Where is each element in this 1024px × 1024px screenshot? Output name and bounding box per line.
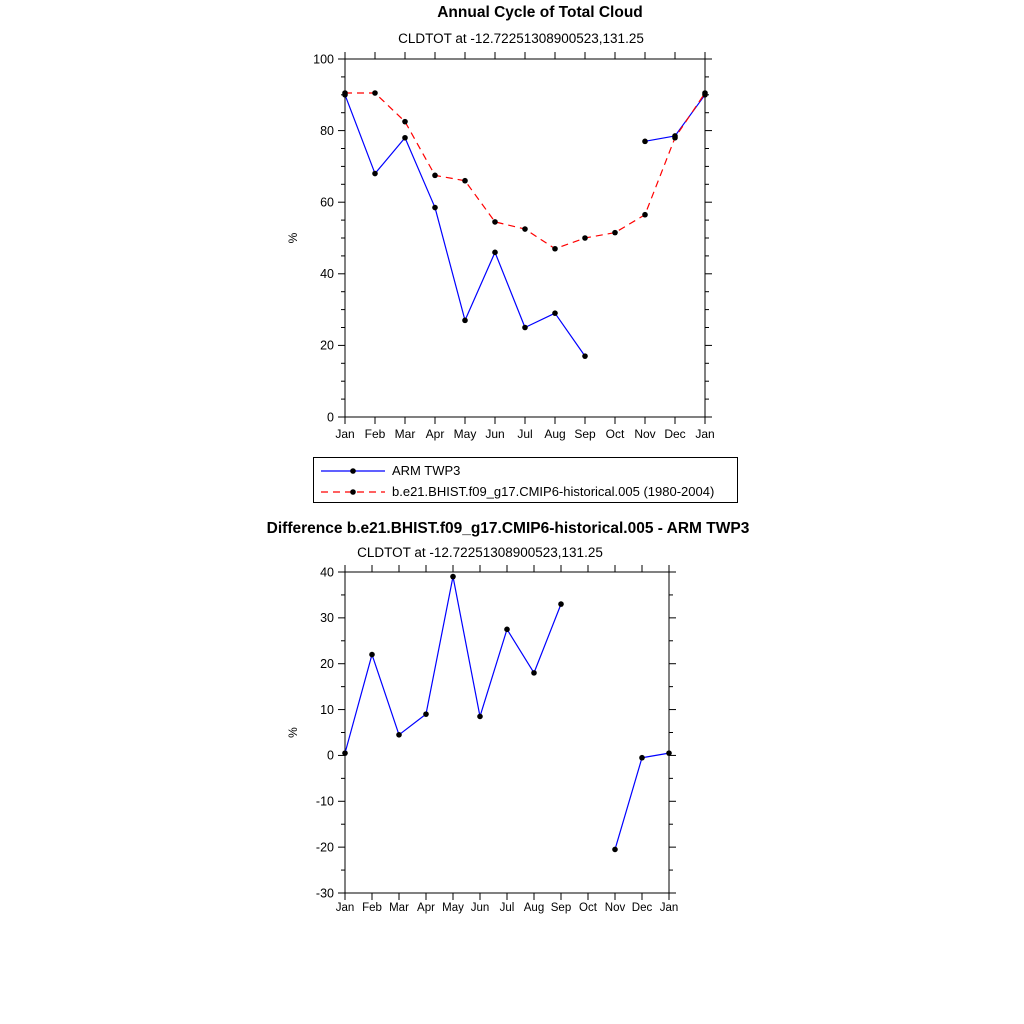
series-line <box>345 95 585 356</box>
x-tick-label: Jul <box>517 427 533 441</box>
plot-frame <box>345 59 705 417</box>
data-point-marker <box>702 90 708 96</box>
legend-line-sample-model <box>319 486 387 498</box>
x-tick-label: Aug <box>523 902 545 914</box>
x-tick-label: Nov <box>634 427 656 441</box>
y-tick-label: 0 <box>327 748 334 763</box>
y-axis-label: % <box>286 232 300 244</box>
data-point-marker <box>372 171 378 177</box>
data-point-marker <box>450 574 456 580</box>
data-point-marker <box>402 119 408 125</box>
series-line <box>345 577 561 754</box>
y-tick-label: -20 <box>315 840 334 855</box>
top-chart-title: Annual Cycle of Total Cloud <box>437 4 643 21</box>
y-axis-label: % <box>286 727 300 738</box>
data-point-marker <box>477 714 483 720</box>
legend-line-sample-arm-twp3 <box>319 465 387 477</box>
x-tick-label: Oct <box>605 427 625 441</box>
x-tick-label: Jan <box>335 902 355 914</box>
x-tick-label: Sep <box>550 902 572 914</box>
data-point-marker <box>342 90 348 96</box>
x-tick-label: Jun <box>485 427 505 441</box>
legend-box <box>313 457 738 503</box>
data-point-marker <box>372 90 378 96</box>
data-point-marker <box>522 226 528 232</box>
x-tick-label: Apr <box>425 427 445 441</box>
y-tick-label: 20 <box>320 338 334 353</box>
data-point-marker <box>369 652 375 658</box>
data-point-marker <box>504 627 510 633</box>
x-tick-label: Jan <box>695 427 715 441</box>
data-point-marker <box>639 755 645 761</box>
x-tick-label: Jun <box>470 902 490 914</box>
x-tick-label: Apr <box>417 902 435 914</box>
data-point-marker <box>462 318 468 324</box>
y-tick-label: 80 <box>320 123 334 138</box>
data-point-marker <box>432 173 438 179</box>
data-point-marker <box>531 670 537 676</box>
bottom-chart-title: Difference b.e21.BHIST.f09_g17.CMIP6-historical.005 - ARM TWP3 <box>266 520 750 537</box>
series-line <box>345 93 705 249</box>
x-tick-label: Jul <box>499 902 515 914</box>
data-point-marker <box>492 250 498 256</box>
x-tick-label: Feb <box>362 902 382 914</box>
y-tick-label: 30 <box>320 611 334 626</box>
x-tick-label: Nov <box>604 902 626 914</box>
data-point-marker <box>423 711 429 717</box>
x-tick-label: Mar <box>389 902 409 914</box>
x-tick-label: May <box>453 427 477 441</box>
data-point-marker <box>396 732 402 738</box>
data-point-marker <box>402 135 408 141</box>
x-tick-label: Jan <box>659 902 679 914</box>
y-tick-label: 20 <box>320 657 334 672</box>
x-tick-label: Jan <box>335 427 355 441</box>
data-point-marker <box>612 847 618 853</box>
data-point-marker <box>642 212 648 218</box>
series-line <box>615 753 669 849</box>
x-tick-label: May <box>442 902 464 914</box>
data-point-marker <box>582 353 588 359</box>
data-point-marker <box>642 139 648 145</box>
data-point-marker <box>522 325 528 331</box>
y-tick-label: 100 <box>313 52 334 67</box>
legend-marker-dot <box>350 489 356 495</box>
legend-label-model: b.e21.BHIST.f09_g17.CMIP6-historical.005 (1980-2004) <box>392 484 715 499</box>
legend-item-model <box>314 481 737 502</box>
x-tick-label: Aug <box>544 427 566 441</box>
x-tick-label: Feb <box>364 427 386 441</box>
data-point-marker <box>432 205 438 211</box>
x-tick-label: Dec <box>664 427 686 441</box>
data-point-marker <box>582 235 588 241</box>
data-point-marker <box>552 246 558 252</box>
y-tick-label: 40 <box>320 267 334 282</box>
data-point-marker <box>552 310 558 316</box>
data-point-marker <box>612 230 618 236</box>
x-tick-label: Sep <box>574 427 596 441</box>
y-tick-label: 60 <box>320 195 334 210</box>
y-tick-label: -30 <box>315 886 334 901</box>
top-chart-subtitle: CLDTOT at -12.72251308900523,131.25 <box>398 31 644 46</box>
data-point-marker <box>672 135 678 141</box>
legend-item-arm-twp3 <box>314 460 737 481</box>
x-tick-label: Dec <box>631 902 653 914</box>
y-tick-label: -10 <box>315 794 334 809</box>
data-point-marker <box>666 750 672 756</box>
bottom-chart-subtitle: CLDTOT at -12.72251308900523,131.25 <box>357 545 603 560</box>
x-tick-label: Mar <box>394 427 416 441</box>
legend-marker-dot <box>350 468 356 474</box>
plot-frame <box>345 572 669 893</box>
y-tick-label: 10 <box>320 702 334 717</box>
data-point-marker <box>462 178 468 184</box>
x-tick-label: Oct <box>579 902 597 914</box>
data-point-marker <box>492 219 498 225</box>
data-point-marker <box>558 601 564 607</box>
data-point-marker <box>342 750 348 756</box>
legend-label-arm-twp3: ARM TWP3 <box>392 463 461 478</box>
y-tick-label: 40 <box>320 565 334 580</box>
y-tick-label: 0 <box>327 410 334 425</box>
